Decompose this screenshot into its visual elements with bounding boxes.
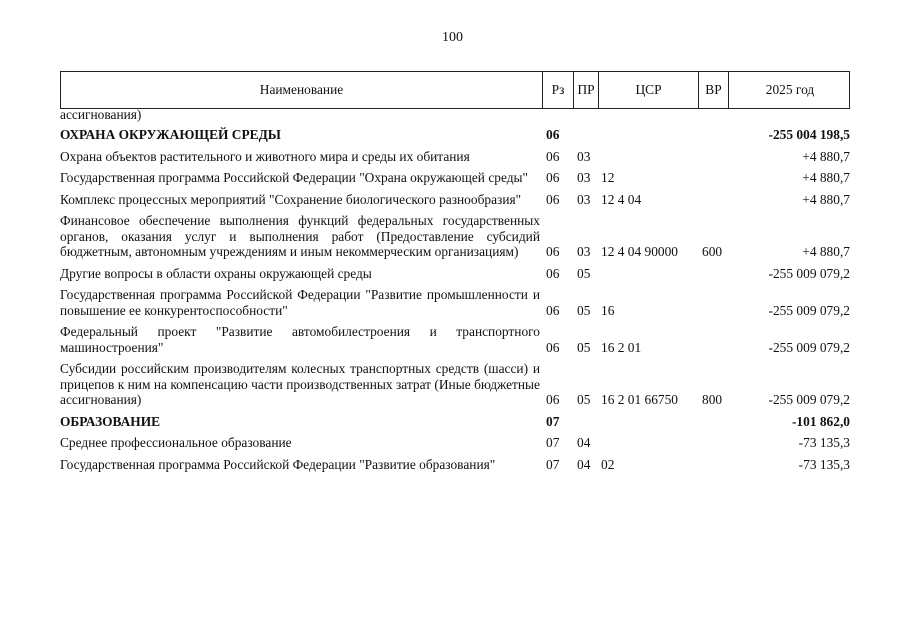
row-amount: +4 880,7	[802, 148, 850, 164]
row-rz: 06	[546, 339, 560, 355]
header-name: Наименование	[61, 72, 543, 108]
row-name: ОХРАНА ОКРУЖАЮЩЕЙ СРЕДЫ	[60, 127, 281, 142]
row-csr: 02	[601, 456, 615, 472]
row-pr: 05	[577, 265, 591, 281]
row-name: Государственная программа Российской Федерации "Развитие образования"	[60, 456, 496, 472]
page-number: 100	[442, 30, 463, 45]
table-row	[60, 127, 850, 143]
row-amount: +4 880,7	[802, 191, 850, 207]
row-pr: 03	[577, 191, 591, 207]
row-name: Государственная программа Российской Федерации "Охрана окружающей среды"	[60, 170, 529, 185]
row-rz: 06	[546, 392, 560, 407]
table-row	[60, 192, 850, 208]
row-rz: 06	[546, 265, 560, 281]
table-row	[60, 324, 850, 355]
table-row	[60, 414, 850, 430]
row-vr: 600	[702, 244, 723, 259]
row-pr: 03	[577, 244, 591, 259]
row-rz: 06	[546, 170, 560, 185]
row-amount: -101 862,0	[791, 413, 850, 429]
row-name: ОБРАЗОВАНИЕ	[60, 413, 161, 429]
table-row	[60, 266, 850, 282]
row-name: Финансовое обеспечение выполнения функций федеральных государственных органов, оказания услуг и выполнения работ (Предоставление субсидий бюджетным, автономным учреждениям и иным некоммерческим организациям)	[60, 213, 540, 259]
continuation-text: ассигнования)	[60, 107, 142, 122]
row-amount: +4 880,7	[802, 244, 850, 259]
row-pr: 05	[577, 302, 591, 318]
row-pr: 04	[577, 435, 591, 450]
row-pr: 05	[577, 339, 591, 355]
table-row	[60, 149, 850, 165]
row-amount: -73 135,3	[798, 456, 850, 472]
row-name: Охрана объектов растительного и животного мира и среды их обитания	[60, 148, 470, 164]
row-csr: 16	[601, 302, 615, 318]
row-rz: 06	[546, 191, 560, 207]
row-pr: 05	[577, 392, 591, 407]
row-rz: 07	[546, 456, 560, 472]
row-name: Среднее профессиональное образование	[60, 435, 292, 450]
table-header	[60, 71, 850, 109]
header-year: 2025 год	[765, 82, 815, 97]
row-csr: 12	[601, 170, 615, 185]
header-vr: ВР	[699, 72, 729, 108]
row-name: Субсидии российским производителям колесных транспортных средств (шасси) и прицепов к ним на компенсацию части производственных затрат (Иные бюджетные ассигнования)	[60, 361, 540, 407]
row-rz: 07	[546, 413, 560, 429]
row-csr: 16 2 01	[601, 339, 642, 355]
row-rz: 06	[546, 302, 560, 318]
row-name: Федеральный проект "Развитие автомобилестроения и транспортного машиностроения"	[60, 324, 540, 355]
header-csr: ЦСР	[599, 72, 699, 108]
row-csr: 12 4 04	[601, 191, 642, 207]
table-row	[60, 287, 850, 318]
row-csr: 12 4 04 90000	[601, 244, 678, 259]
row-name: Другие вопросы в области охраны окружающей среды	[60, 265, 372, 281]
row-name: Комплекс процессных мероприятий "Сохранение биологического разнообразия"	[60, 191, 522, 207]
row-amount: -255 009 079,2	[768, 392, 850, 407]
row-vr: 800	[702, 392, 723, 407]
row-rz: 07	[546, 435, 560, 450]
row-amount: -255 009 079,2	[768, 339, 850, 355]
budget-table-body	[60, 127, 850, 478]
row-rz: 06	[546, 244, 560, 259]
row-amount: -73 135,3	[798, 435, 850, 450]
table-row	[60, 170, 850, 186]
table-row	[60, 361, 850, 408]
row-amount: -255 009 079,2	[768, 302, 850, 318]
header-rz: Рз	[543, 72, 574, 108]
row-pr: 03	[577, 170, 591, 185]
header-pr: ПР	[574, 72, 599, 108]
table-row	[60, 213, 850, 260]
table-row	[60, 457, 850, 473]
row-pr: 03	[577, 148, 591, 164]
row-rz: 06	[546, 148, 560, 164]
row-csr: 16 2 01 66750	[601, 392, 678, 407]
table-row	[60, 435, 850, 451]
row-amount: +4 880,7	[802, 170, 850, 185]
row-amount: -255 004 198,5	[768, 127, 850, 142]
row-pr: 04	[577, 456, 591, 472]
row-amount: -255 009 079,2	[768, 265, 850, 281]
row-name: Государственная программа Российской Федерации "Развитие промышленности и повышение ее конкурентоспособности"	[60, 287, 540, 318]
row-rz: 06	[546, 127, 560, 142]
